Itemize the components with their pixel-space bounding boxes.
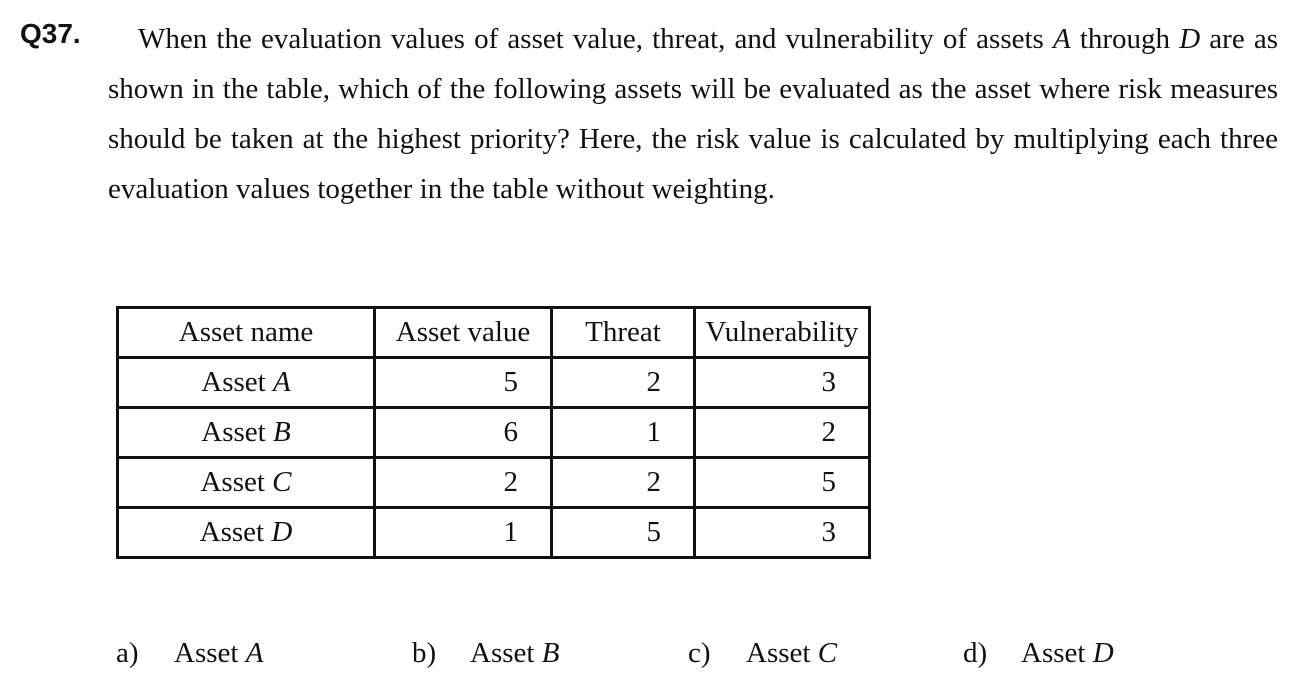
asset-name-cell <box>118 408 375 458</box>
table-row <box>118 458 870 508</box>
threat-cell: 1 <box>552 408 695 458</box>
asset-letter: A <box>272 366 291 398</box>
header-asset-value: Asset value <box>375 308 552 358</box>
asset-evaluation-table <box>116 306 871 559</box>
table-header-row <box>118 308 870 358</box>
choice-c[interactable] <box>688 631 837 675</box>
asset-name-cell <box>118 508 375 558</box>
table-row <box>118 508 870 558</box>
question-text-part: are as shown in the table, which of the following assets will be evaluated as the asset where risk measures should be taken at the highest priority? Here, the risk value is calculated by multiplying each three evaluation values together in the table without weighting. <box>108 23 1278 205</box>
question-stem <box>108 14 1278 214</box>
asset-value-cell: 5 <box>375 358 552 408</box>
asset-letter: D <box>271 516 293 548</box>
asset-name-cell <box>118 458 375 508</box>
choice-label: d) <box>963 637 988 669</box>
vulnerability-cell: 3 <box>695 508 870 558</box>
asset-value-cell: 1 <box>375 508 552 558</box>
header-asset-name: Asset name <box>118 308 375 358</box>
choice-text-prefix: Asset <box>174 637 246 669</box>
threat-cell: 2 <box>552 458 695 508</box>
choice-label: c) <box>688 637 711 669</box>
asset-value-cell: 6 <box>375 408 552 458</box>
choice-text-prefix: Asset <box>470 637 542 669</box>
question-text-part: When the evaluation values of asset value, threat, and vulnerability of assets <box>138 23 1053 55</box>
table-row <box>118 358 870 408</box>
answer-choices <box>0 631 1298 675</box>
asset-name-cell <box>118 358 375 408</box>
choice-asset-letter: A <box>245 637 264 669</box>
question-number: Q37. <box>20 18 81 49</box>
question-italic-letter: D <box>1179 23 1201 55</box>
choice-asset-letter: B <box>541 637 560 669</box>
choice-d[interactable] <box>963 631 1114 675</box>
asset-name-prefix: Asset <box>201 416 273 448</box>
question-italic-letter: A <box>1052 23 1071 55</box>
asset-name-prefix: Asset <box>199 516 272 548</box>
question-text-part: through <box>1070 23 1180 55</box>
vulnerability-cell: 3 <box>695 358 870 408</box>
choice-text-prefix: Asset <box>746 637 818 669</box>
header-vulnerability: Vulnerability <box>695 308 870 358</box>
choice-a[interactable] <box>116 631 263 675</box>
choice-asset-letter: C <box>817 637 838 669</box>
vulnerability-cell: 5 <box>695 458 870 508</box>
choice-label: a) <box>116 637 139 669</box>
asset-name-prefix: Asset <box>200 466 273 498</box>
asset-value-cell: 2 <box>375 458 552 508</box>
vulnerability-cell: 2 <box>695 408 870 458</box>
table-row <box>118 408 870 458</box>
choice-b[interactable] <box>412 631 559 675</box>
choice-text-prefix: Asset <box>1021 637 1093 669</box>
header-threat: Threat <box>552 308 695 358</box>
asset-name-prefix: Asset <box>201 366 273 398</box>
choice-label: b) <box>412 637 437 669</box>
asset-letter: B <box>272 416 291 448</box>
asset-letter: C <box>272 466 292 498</box>
threat-cell: 5 <box>552 508 695 558</box>
choice-asset-letter: D <box>1092 637 1114 669</box>
threat-cell: 2 <box>552 358 695 408</box>
